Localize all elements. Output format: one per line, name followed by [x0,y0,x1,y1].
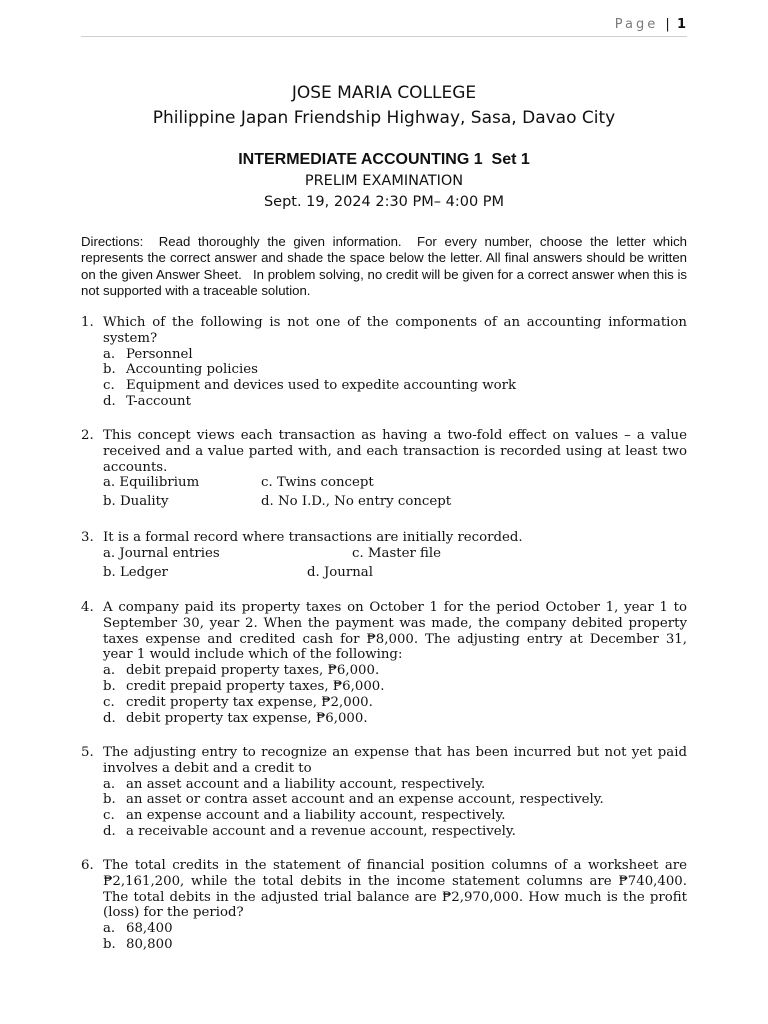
option-row [103,565,687,584]
option-letter: b. [103,678,116,694]
option-letter: c. [103,694,115,710]
option-text: Personnel [126,346,193,362]
question-number: 3. [81,530,94,545]
option-text: an asset or contra asset account and an expense account, respectively. [126,792,604,808]
question-stem: It is a formal record where transactions are initially recorded. [103,530,523,545]
option-a [103,663,687,679]
option-c [103,378,687,394]
option-letter: a. [103,346,116,362]
option-b: b. Duality [103,494,169,510]
option-text: debit property tax expense, ₱6,000. [126,710,368,726]
option-c [103,695,687,711]
course-title: INTERMEDIATE ACCOUNTING 1 Set 1 [238,151,530,168]
option-b [103,679,687,695]
option-row [103,546,687,565]
option-row [103,494,687,513]
option-letter: a. [103,921,116,937]
question-number: 1. [81,315,94,330]
option-text: 68,400 [126,921,173,937]
option-a: a. Journal entries [103,545,220,561]
option-letter: d. [103,393,116,409]
option-b [103,792,687,808]
option-letter: a. [103,663,116,679]
question-6 [81,858,687,953]
option-letter: c. [103,378,115,394]
question-2 [81,428,687,513]
question-number: 4. [81,600,94,615]
question-stem: Which of the following is not one of the components of an accounting information system? [103,315,687,346]
option-letter: c. [103,808,115,824]
option-b [103,937,687,953]
question-number: 6. [81,858,94,873]
option-d [103,711,687,727]
option-a [103,777,687,793]
option-letter: d. [103,710,116,726]
option-text: Equipment and devices used to expedite accounting work [126,378,517,394]
option-text: T-account [126,393,191,409]
option-c: c. Master file [352,545,442,561]
option-text: 80,800 [126,936,173,952]
option-b [103,362,687,378]
question-4 [81,600,687,726]
option-d [103,394,687,410]
page-word: Page [614,17,659,32]
question-stem: The total credits in the statement of financial position columns of a worksheet are ₱2,161,200, while the total debits in the income statement columns are ₱740,400. The total debits in the adjusted trial balance are ₱2,970,000. How much is the profit (loss) for the period? [103,858,687,921]
page-number: 1 [676,17,686,32]
question-stem: The adjusting entry to recognize an expense that has been incurred but not yet paid involves a debit and a credit to [103,745,687,776]
question-1 [81,315,687,410]
option-text: an asset account and a liability account, respectively. [126,776,486,792]
header-divider [81,36,687,37]
option-c [103,808,687,824]
option-d: d. Journal [307,564,373,580]
option-letter: b. [103,792,116,808]
question-number: 5. [81,745,94,760]
directions-paragraph: Directions: Read thoroughly the given information. For every number, choose the letter which represents the correct answer and shade the space below the letter. All final answers should be written on the given Answer Sheet. In problem solving, no credit will be given for a correct answer when this is not supported with a traceable solution. [81,234,691,299]
option-d [103,824,687,840]
option-text: debit prepaid property taxes, ₱6,000. [126,663,380,679]
option-text: an expense account and a liability account, respectively. [126,808,506,824]
option-letter: a. [103,776,116,792]
option-c: c. Twins concept [261,475,374,491]
option-letter: b. [103,362,116,378]
option-text: credit property tax expense, ₱2,000. [126,694,373,710]
option-a: a. Equilibrium [103,475,200,491]
college-address: Philippine Japan Friendship Highway, Sasa, Davao City [152,108,616,128]
question-stem: A company paid its property taxes on October 1 for the period October 1, year 1 to September 30, year 2. When the payment was made, the company debited property taxes expense and credited cash for ₱8,000. The adjusting entry at December 31, year 1 would include which of the following: [103,600,687,663]
option-text: a receivable account and a revenue account, respectively. [126,823,516,839]
question-number: 2. [81,428,94,443]
option-a [103,921,687,937]
option-letter: b. [103,936,116,952]
exam-date: Sept. 19, 2024 2:30 PM– 4:00 PM [263,194,505,210]
college-name: JOSE MARIA COLLEGE [291,83,477,103]
option-row [103,475,687,494]
question-3 [81,530,687,584]
option-letter: d. [103,823,116,839]
page-number-label [615,17,686,32]
exam-title: PRELIM EXAMINATION [304,173,464,189]
question-5 [81,745,687,840]
page-separator: | [665,17,670,32]
option-text: Accounting policies [126,362,258,378]
option-d: d. No I.D., No entry concept [261,494,452,510]
option-a [103,347,687,363]
option-b: b. Ledger [103,564,168,580]
option-text: credit prepaid property taxes, ₱6,000. [126,678,385,694]
question-stem: This concept views each transaction as having a two-fold effect on values – a value received and a value parted with, and each transaction is recorded using at least two accounts. [103,428,687,475]
